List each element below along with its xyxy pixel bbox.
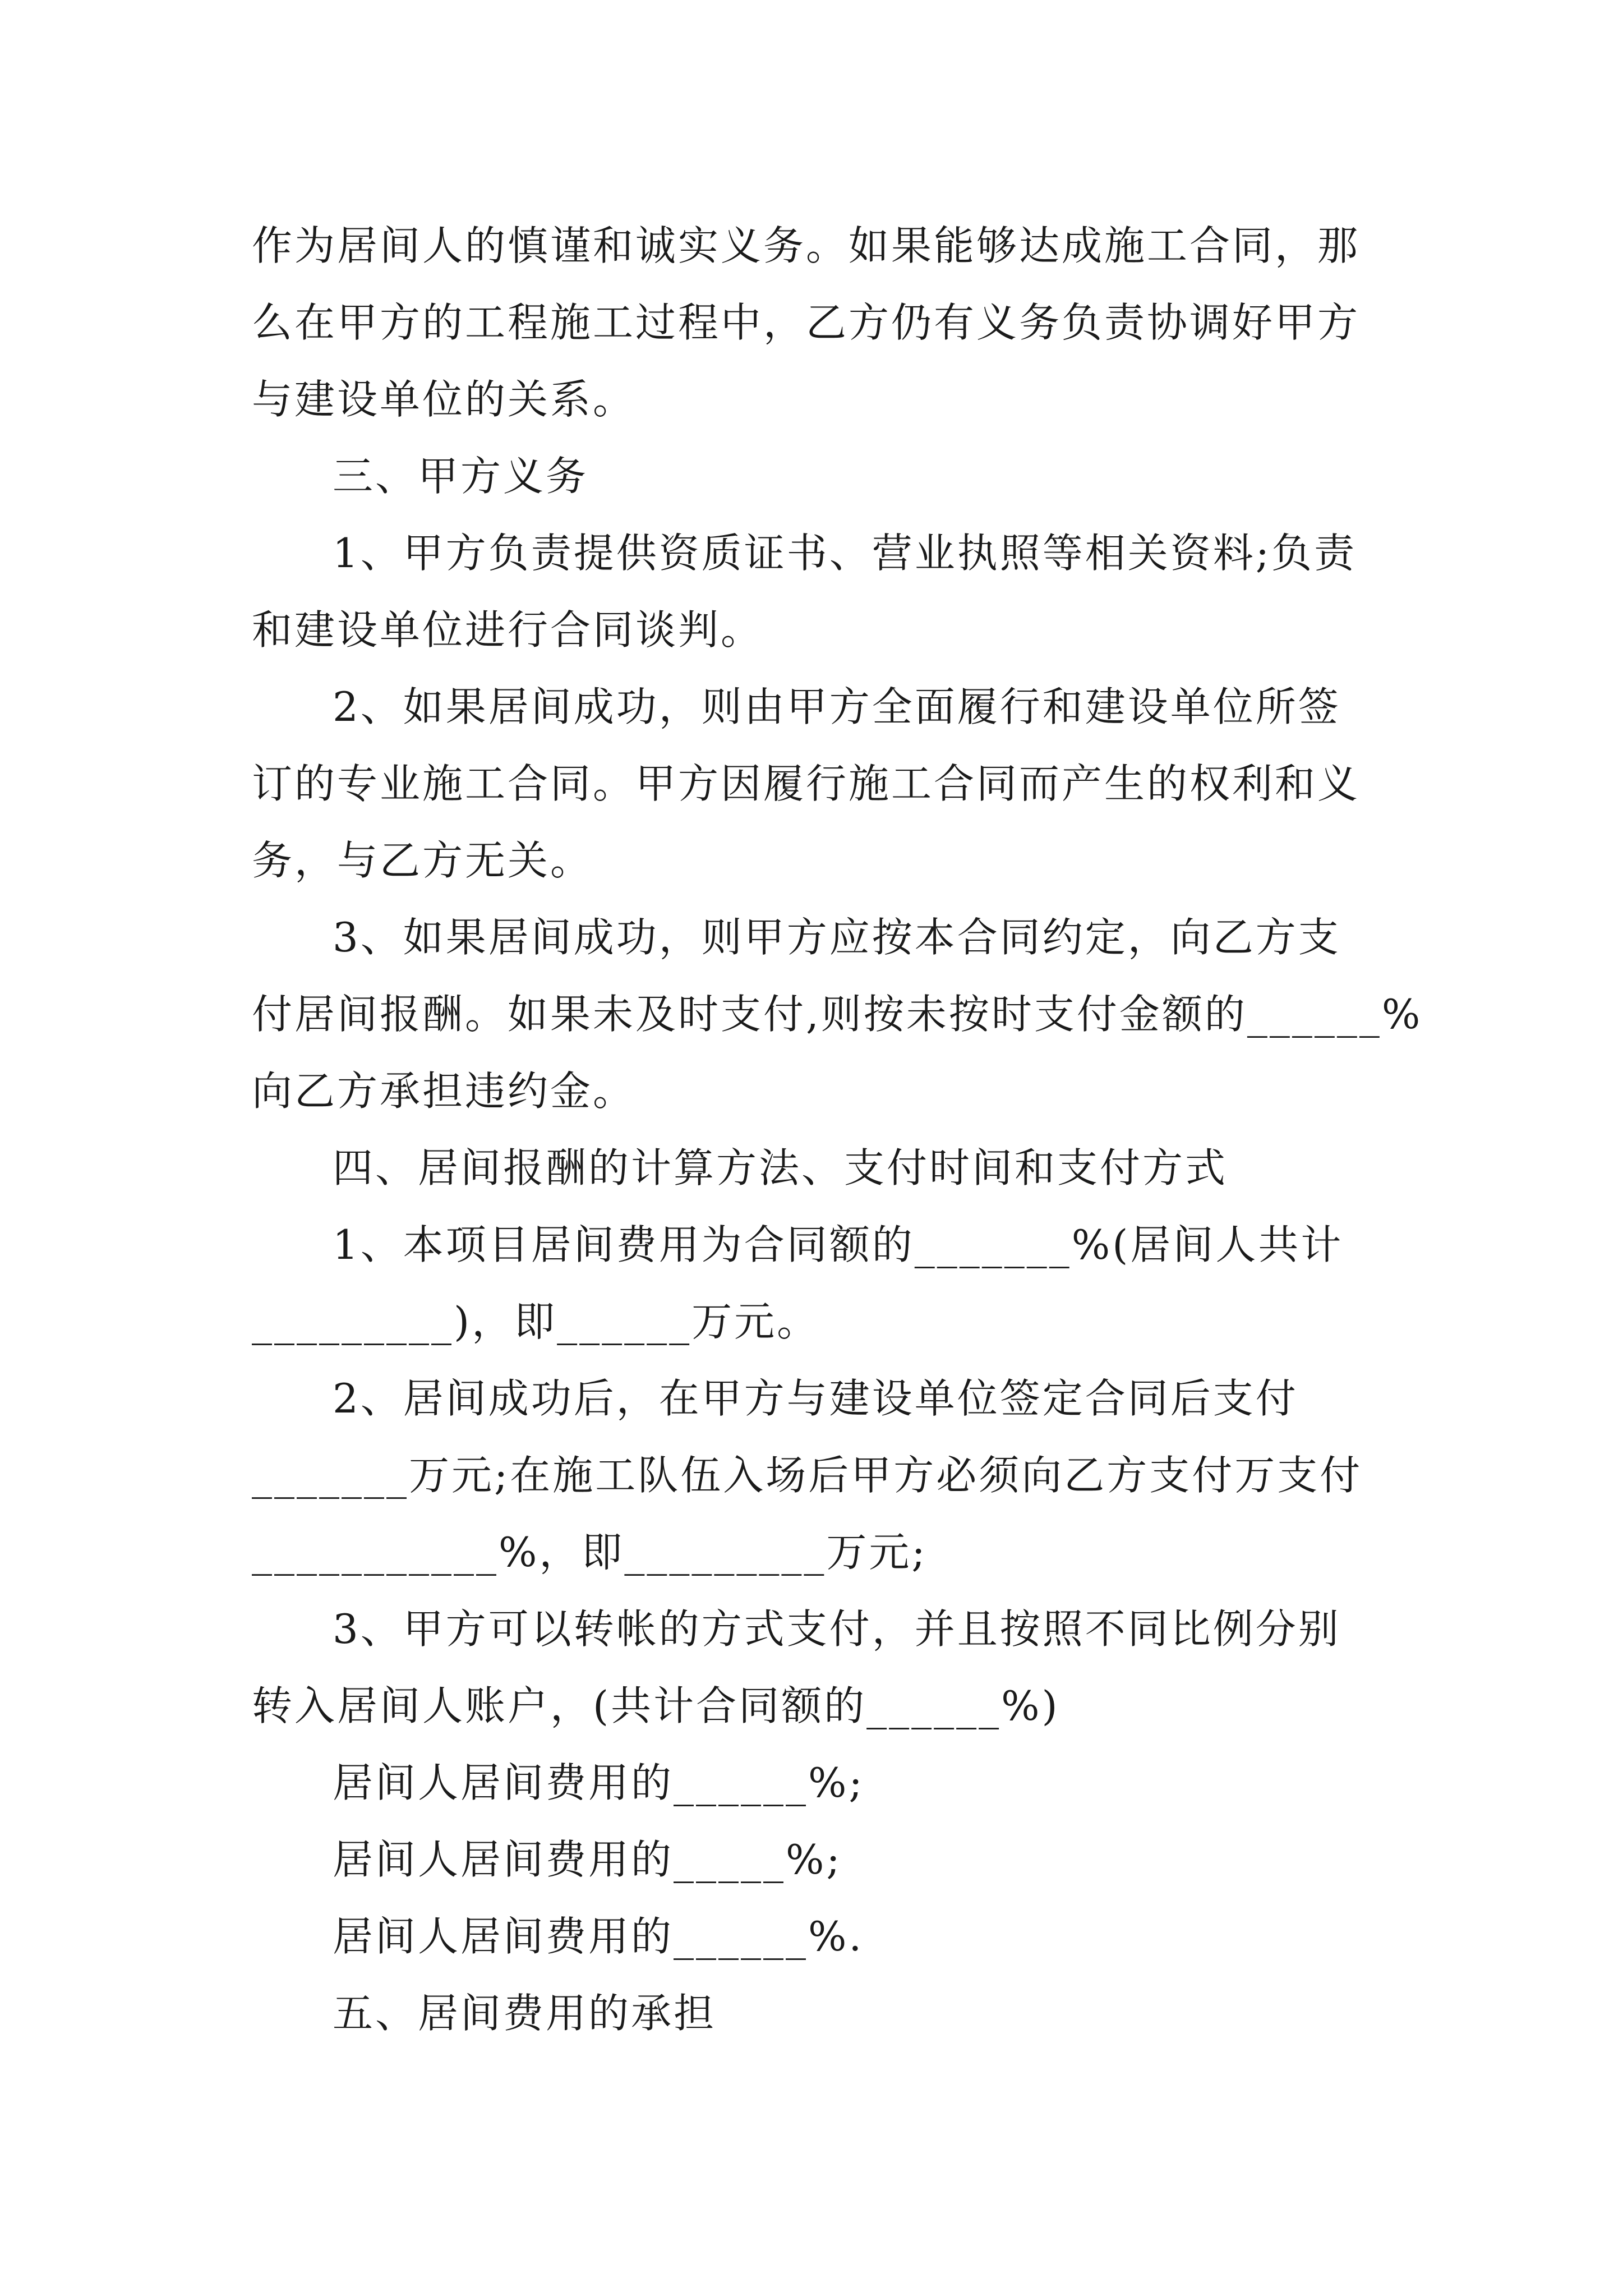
paragraph-line: 向乙方承担违约金。 bbox=[252, 1068, 636, 1115]
paragraph-line: 3、如果居间成功，则甲方应按本合同约定，向乙方支 bbox=[333, 914, 1341, 961]
list-item: 居间人居间费用的_____%; bbox=[333, 1836, 842, 1883]
section-heading-4: 四、居间报酬的计算方法、支付时间和支付方式 bbox=[333, 1144, 1228, 1191]
paragraph-line: 1、甲方负责提供资质证书、营业执照等相关资料;负责 bbox=[333, 530, 1357, 577]
paragraph-line: 务，与乙方无关。 bbox=[252, 837, 593, 884]
paragraph-line: 转入居间人账户，(共计合同额的______%) bbox=[252, 1682, 1060, 1729]
section-heading-5: 五、居间费用的承担 bbox=[333, 1990, 717, 2037]
paragraph-line: 么在甲方的工程施工过程中，乙方仍有义务负责协调好甲方 bbox=[252, 299, 1361, 346]
paragraph-line: 订的专业施工合同。甲方因履行施工合同而产生的权利和义 bbox=[252, 760, 1361, 807]
paragraph-line: _______万元;在施工队伍入场后甲方必须向乙方支付万支付 bbox=[252, 1452, 1363, 1499]
paragraph-line: _________)，即______万元。 bbox=[252, 1298, 820, 1345]
list-item: 居间人居间费用的______%. bbox=[333, 1913, 864, 1960]
paragraph-line: 3、甲方可以转帐的方式支付，并且按照不同比例分别 bbox=[333, 1605, 1341, 1653]
paragraph-line: 付居间报酬。如果未及时支付,则按未按时支付金额的______% bbox=[252, 991, 1423, 1038]
paragraph-line: 1、本项目居间费用为合同额的_______%(居间人共计 bbox=[333, 1221, 1344, 1268]
paragraph-line: 2、居间成功后，在甲方与建设单位签定合同后支付 bbox=[333, 1375, 1298, 1422]
section-heading-3: 三、甲方义务 bbox=[333, 453, 589, 500]
paragraph-line: 与建设单位的关系。 bbox=[252, 376, 636, 423]
paragraph-line: 2、如果居间成功，则由甲方全面履行和建设单位所签 bbox=[333, 683, 1341, 730]
paragraph-line: 和建设单位进行合同谈判。 bbox=[252, 606, 764, 654]
paragraph-line: 作为居间人的慎谨和诚实义务。如果能够达成施工合同，那 bbox=[252, 222, 1361, 269]
list-item: 居间人居间费用的______%; bbox=[333, 1759, 865, 1806]
contract-body bbox=[252, 208, 1423, 2052]
paragraph-line: ___________%，即_________万元; bbox=[252, 1529, 928, 1576]
